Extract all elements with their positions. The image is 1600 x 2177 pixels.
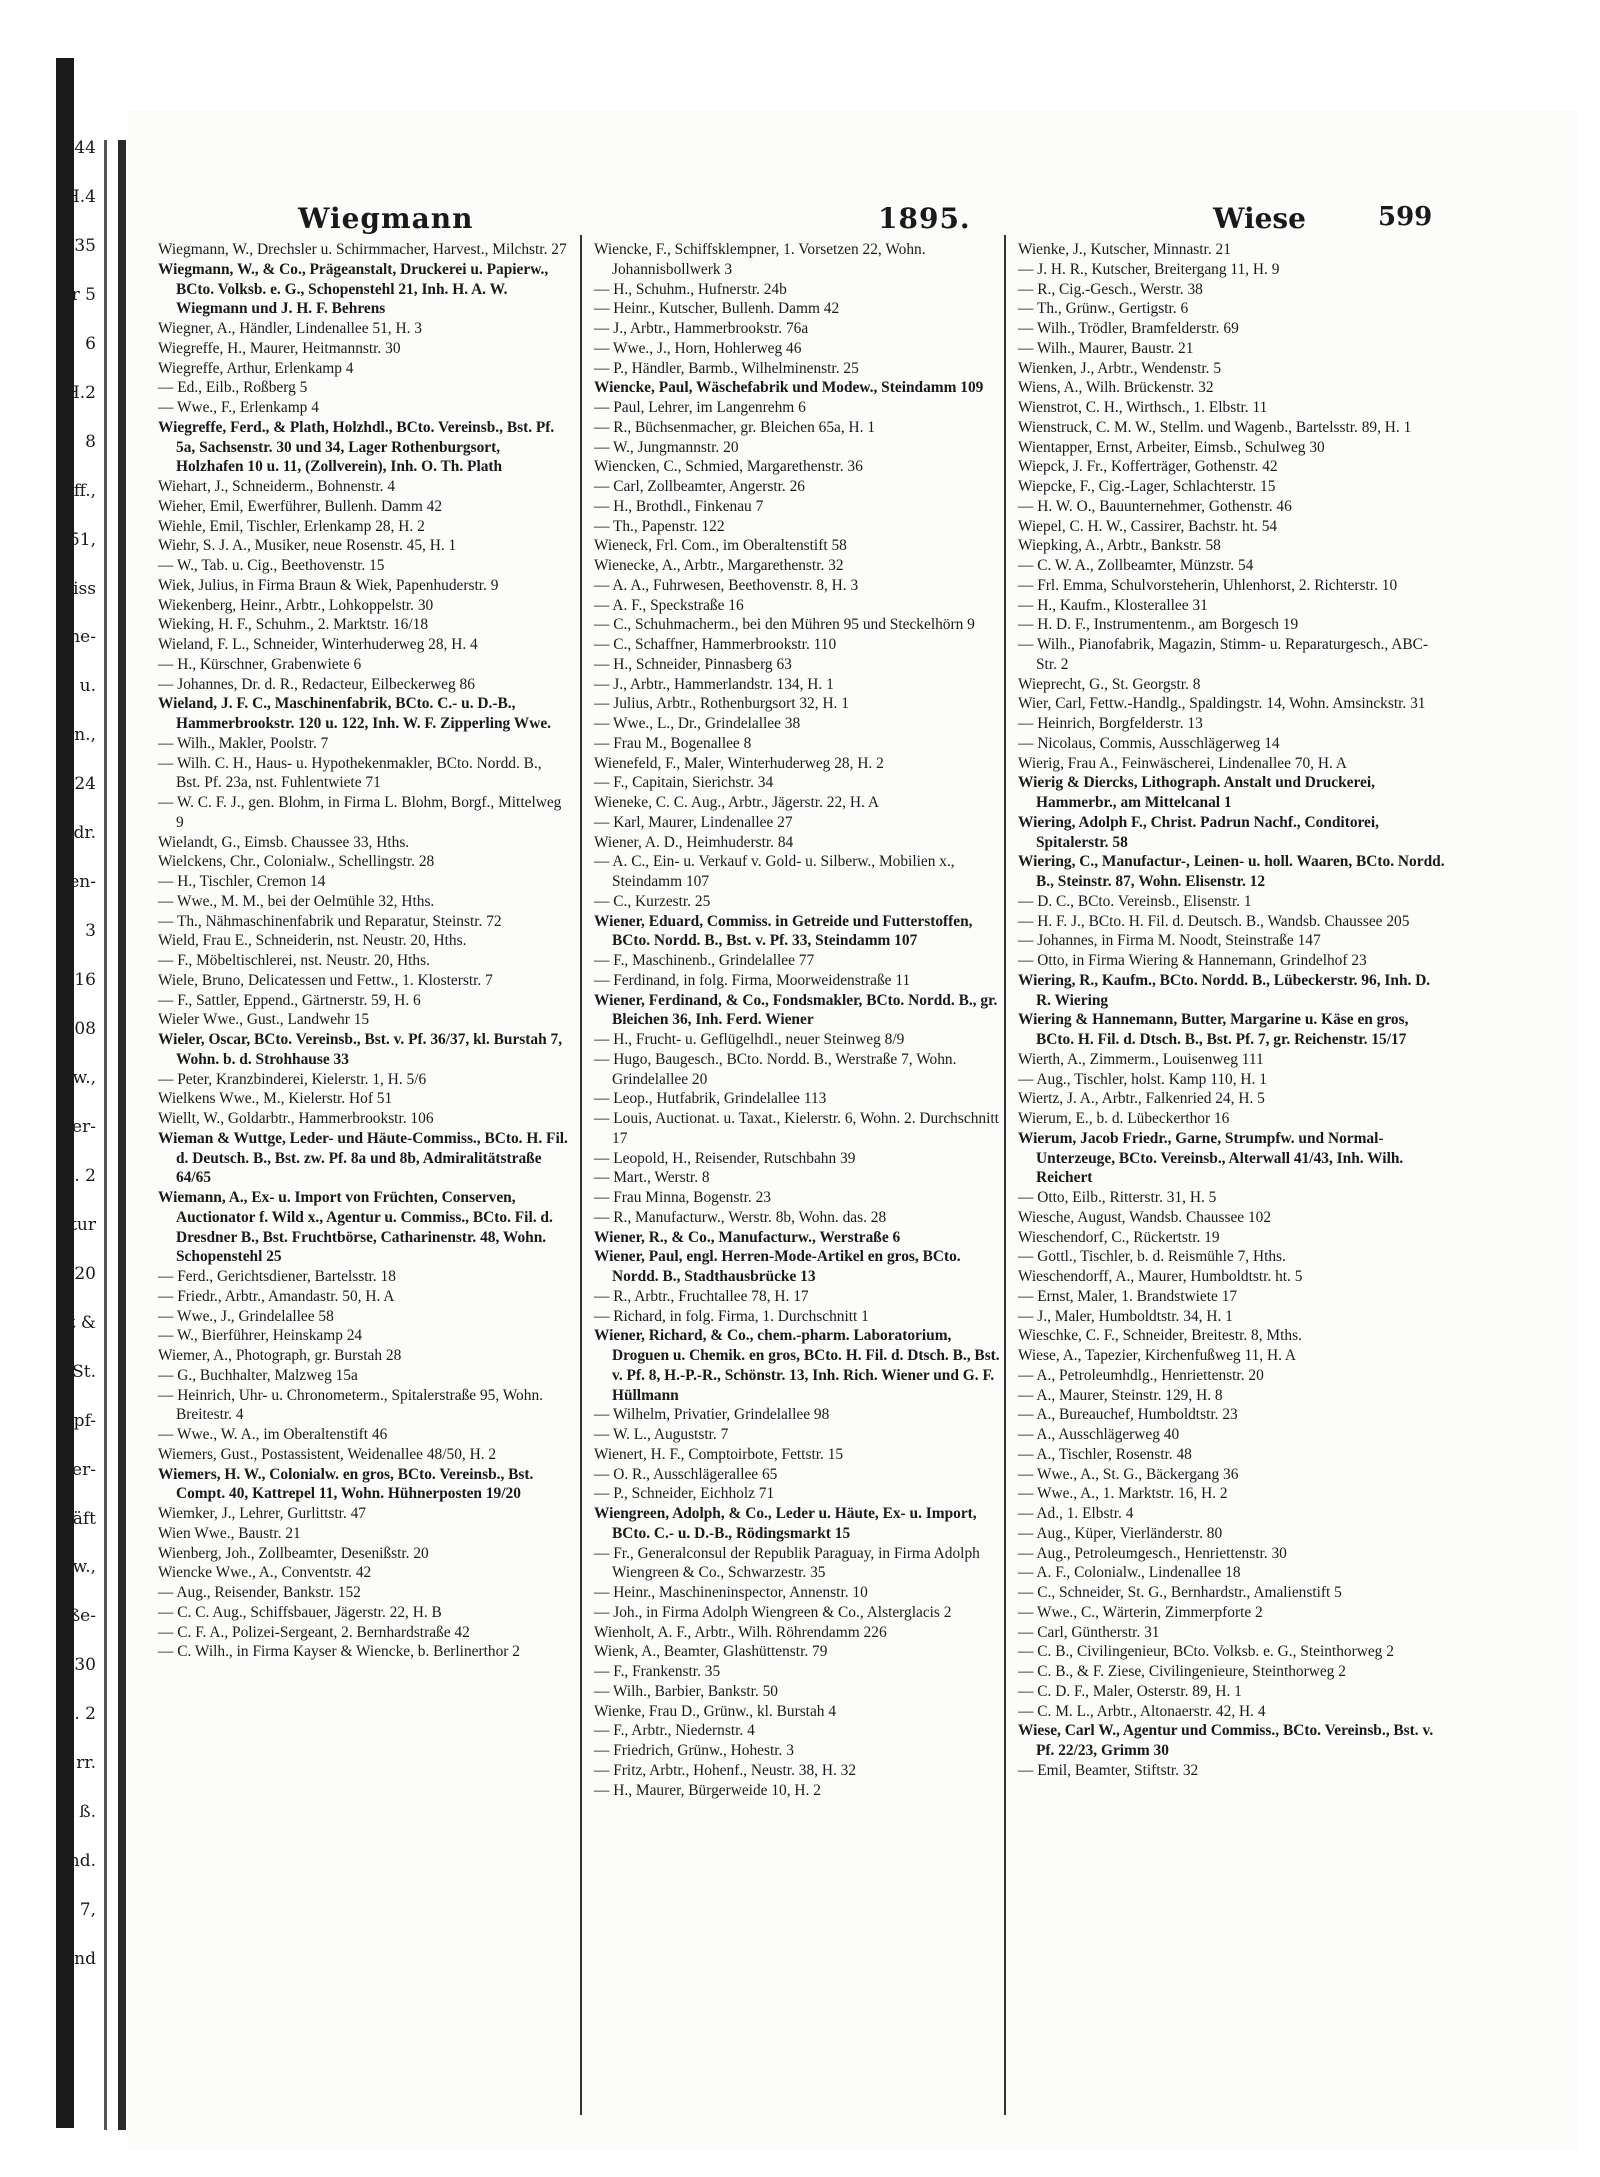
- directory-entry: — F., Capitain, Sierichstr. 34: [594, 774, 774, 792]
- directory-entry: — O. R., Ausschlägerallee 65: [594, 1465, 778, 1483]
- directory-entry: — Frl. Emma, Schulvorsteherin, Uhlenhorst, 2. Richterstr. 10: [1018, 576, 1398, 594]
- previous-page-fragment: ß.: [79, 1802, 96, 1822]
- directory-entry: Wienberg, Joh., Zollbeamter, Desenißstr. 20: [158, 1544, 429, 1562]
- directory-entry: — H., Schneider, Pinnasberg 63: [594, 655, 792, 673]
- directory-entry: Wiehle, Emil, Tischler, Erlenkamp 28, H. 2: [158, 517, 425, 535]
- directory-entry: — Nicolaus, Commis, Ausschlägerweg 14: [1018, 734, 1280, 752]
- directory-entry: Wiener, Eduard, Commiss. in Getreide und Futterstoffen, BCto. Nordd. B., Bst. v. Pf. 33, Steindamm 107: [594, 912, 973, 950]
- directory-entry: Wierig, Frau A., Feinwäscherei, Lindenallee 70, H. A: [1018, 754, 1347, 772]
- previous-page-fragment: 6: [85, 334, 96, 354]
- column-rule: [1004, 235, 1006, 2115]
- previous-page-fragment: tur: [70, 1215, 96, 1235]
- directory-entry: Wiencken, C., Schmied, Margarethenstr. 36: [594, 458, 863, 476]
- directory-entry: — C. W. A., Zollbeamter, Münzstr. 54: [1018, 557, 1254, 574]
- directory-entry: — C. B., & F. Ziese, Civilingenieure, Steinthorweg 2: [1018, 1663, 1346, 1680]
- directory-entry: — H., Maurer, Bürgerweide 10, H. 2: [594, 1781, 821, 1799]
- directory-entry: Wield, Frau E., Schneiderin, nst. Neustr. 20, Hths.: [158, 932, 467, 950]
- directory-entry: — Wilh., Barbier, Bankstr. 50: [594, 1682, 779, 1700]
- previous-page-fragment: iff.,: [68, 481, 96, 501]
- directory-entry: — H. W. O., Bauunternehmer, Gothenstr. 46: [1018, 497, 1292, 515]
- directory-entry: Wienefeld, F., Maler, Winterhuderweg 28, H. 2: [594, 754, 884, 772]
- directory-entry: Wienke, Frau D., Grünw., kl. Burstah 4: [594, 1702, 837, 1720]
- directory-entry: — Mart., Werstr. 8: [594, 1169, 710, 1187]
- previous-page-fragment: H.2: [64, 383, 96, 403]
- directory-entry: Wieschke, C. F., Schneider, Breitestr. 8, Mths.: [1018, 1327, 1302, 1345]
- previous-page-margin: [0, 140, 100, 2040]
- directory-entry: — C. Wilh., in Firma Kayser & Wiencke, b. Berlinerthor 2: [158, 1643, 520, 1661]
- directory-entry: Wiellt, W., Goldarbtr., Hammerbrookstr. 106: [158, 1110, 434, 1127]
- directory-entry: — F., Möbeltischlerei, nst. Neustr. 20, Hths.: [158, 952, 430, 969]
- directory-entry: — D. C., BCto. Vereinsb., Elisenstr. 1: [1018, 892, 1252, 910]
- directory-entry: — J., Arbtr., Hammerbrookstr. 76a: [594, 320, 809, 337]
- directory-entry: Wiele, Bruno, Delicatessen und Fettw., 1. Klosterstr. 7: [158, 971, 493, 989]
- directory-entry: — Wwe., F., Erlenkamp 4: [158, 399, 319, 416]
- directory-entry: — Aug., Petroleumgesch., Henriettenstr. 30: [1018, 1544, 1287, 1562]
- header-left-catchword: Wiegmann: [298, 202, 474, 235]
- previous-page-fragment: w.,: [72, 1557, 96, 1577]
- directory-entry: — Otto, Eilb., Ritterstr. 31, H. 5: [1018, 1189, 1217, 1206]
- previous-page-fragment: 30: [74, 1655, 96, 1675]
- directory-entry: Wienecke, A., Arbtr., Margarethenstr. 32: [594, 557, 844, 574]
- directory-entry: — Paul, Lehrer, im Langenrehm 6: [594, 399, 806, 416]
- previous-page-fragment: ft &: [62, 1313, 96, 1333]
- directory-entry: Wieking, H. F., Schuhm., 2. Marktstr. 16/18: [158, 616, 429, 634]
- column-1: [158, 240, 568, 1662]
- directory-entry: — W., Bierführer, Heinskamp 24: [158, 1327, 363, 1345]
- directory-entry: Wiepck, J. Fr., Kofferträger, Gothenstr. 42: [1018, 458, 1278, 476]
- directory-entry: — Joh., in Firma Adolph Wiengreen & Co., Alsterglacis 2: [594, 1603, 952, 1621]
- directory-entry: — C., Schaffner, Hammerbrookstr. 110: [594, 636, 837, 653]
- directory-entry: Wiering, R., Kaufm., BCto. Nordd. B., Lübeckerstr. 96, Inh. D. R. Wiering: [1018, 971, 1431, 1009]
- directory-entry: — A., Bureauchef, Humboldtstr. 23: [1018, 1406, 1238, 1424]
- directory-entry: — R., Cig.-Gesch., Werstr. 38: [1018, 280, 1203, 298]
- directory-entry: — C. B., Civilingenieur, BCto. Volksb. e. G., Steinthorweg 2: [1018, 1643, 1394, 1661]
- previous-page-fragment: e 16: [58, 970, 96, 990]
- column-3: [1018, 240, 1448, 1781]
- directory-entry: Wienstrot, C. H., Wirthsch., 1. Elbstr. 11: [1018, 399, 1268, 416]
- directory-entry: — W., Jungmannstr. 20: [594, 438, 739, 456]
- directory-entry: Wienke, J., Kutscher, Minnastr. 21: [1018, 241, 1231, 258]
- directory-entry: Wierum, Jacob Friedr., Garne, Strumpfw. und Normal-Unterzeuge, BCto. Vereinsb., Alterwall 41/43, Inh. Wilh. Reichert: [1018, 1129, 1404, 1187]
- directory-entry: — A., Tischler, Rosenstr. 48: [1018, 1445, 1192, 1463]
- directory-entry: — Wwe., A., St. G., Bäckergang 36: [1018, 1465, 1239, 1483]
- previous-page-fragment: w.,: [72, 1068, 96, 1088]
- directory-entry: Wiener, R., & Co., Manufacturw., Werstraße 6: [594, 1228, 901, 1246]
- directory-entry: — H. D. F., Instrumentenm., am Borgesch 19: [1018, 616, 1299, 634]
- directory-entry: — Otto, in Firma Wiering & Hannemann, Grindelhof 23: [1018, 952, 1367, 969]
- directory-entry: — R., Manufacturw., Werstr. 8b, Wohn. das. 28: [594, 1208, 887, 1226]
- directory-entry: — H., Frucht- u. Geflügelhdl., neuer Steinweg 8/9: [594, 1031, 905, 1048]
- directory-entry: Wientapper, Ernst, Arbeiter, Eimsb., Schulweg 30: [1018, 438, 1325, 456]
- directory-entry: Wiegreffe, Ferd., & Plath, Holzhdl., BCto. Vereinsb., Bst. Pf. 5a, Sachsenstr. 30 und 34, Lager Rothenburgsort, Holzhafen 10 u. 11, (Zollverein), Inh. O. Th. Plath: [158, 418, 555, 476]
- directory-entry: — J., Maler, Humboldtstr. 34, H. 1: [1018, 1307, 1233, 1325]
- directory-entry: Wiering & Hannemann, Butter, Margarine u. Käse en gros, BCto. H. Fil. d. Dtsch. B., Bst. Pf. 7, gr. Reichenstr. 15/17: [1018, 1011, 1409, 1048]
- previous-page-fragment: 24: [74, 774, 96, 794]
- directory-entry: — Wilh. C. H., Haus- u. Hypothekenmakler, BCto. Nordd. B., Bst. Pf. 23a, nst. Fuhlentwiete 71: [158, 754, 542, 792]
- directory-entry: — Aug., Reisender, Bankstr. 152: [158, 1584, 361, 1601]
- previous-page-fragment: 7,: [79, 1900, 96, 1920]
- directory-entry: — Carl, Zollbeamter, Angerstr. 26: [594, 478, 805, 495]
- previous-page-fragment: 44: [74, 140, 96, 158]
- directory-entry: — A., Ausschlägerweg 40: [1018, 1426, 1180, 1443]
- directory-entry: — J. H. R., Kutscher, Breitergang 11, H. 9: [1018, 260, 1280, 278]
- directory-entry: — W. L., Auguststr. 7: [594, 1426, 729, 1443]
- previous-page-fragment: 3: [85, 921, 96, 941]
- directory-entry: Wiener, Paul, engl. Herren-Mode-Artikel en gros, BCto. Nordd. B., Stadthausbrücke 13: [594, 1248, 961, 1285]
- directory-entry: Wieschendorf, C., Rückertstr. 19: [1018, 1228, 1220, 1246]
- directory-entry: — R., Büchsenmacher, gr. Bleichen 65a, H. 1: [594, 418, 876, 436]
- directory-entry: Wiemers, H. W., Colonialw. en gros, BCto. Vereinsb., Bst. Compt. 40, Kattrepel 11, Wohn. Hühnerposten 19/20: [158, 1465, 534, 1503]
- previous-page-fragment: hr 5: [60, 285, 96, 305]
- directory-entry: Wiemers, Gust., Postassistent, Weidenallee 48/50, H. 2: [158, 1445, 497, 1463]
- directory-entry: Wielckens, Chr., Colonialw., Schellingstr. 28: [158, 853, 435, 871]
- directory-entry: — A. A., Fuhrwesen, Beethovenstr. 8, H. 3: [594, 576, 859, 594]
- directory-entry: — Hugo, Baugesch., BCto. Nordd. B., Werstraße 7, Wohn. Grindelallee 20: [594, 1050, 957, 1088]
- previous-page-fragment: ße-: [68, 1606, 96, 1626]
- directory-entry: Wieprecht, G., St. Georgstr. 8: [1018, 675, 1201, 693]
- directory-entry: — Wilhelm, Privatier, Grindelallee 98: [594, 1406, 830, 1424]
- directory-entry: Wierum, E., b. d. Lübeckerthor 16: [1018, 1110, 1230, 1127]
- directory-entry: — C. M. L., Arbtr., Altonaerstr. 42, H. 4: [1018, 1702, 1266, 1720]
- directory-entry: Wieneke, C. C. Aug., Arbtr., Jägerstr. 22, H. A: [594, 794, 879, 811]
- directory-entry: Wiemker, J., Lehrer, Gurlittstr. 47: [158, 1505, 367, 1522]
- directory-entry: — Heinrich, Borgfelderstr. 13: [1018, 715, 1203, 732]
- previous-page-fragment: adr.: [63, 823, 96, 843]
- directory-entry: — Friedr., Arbtr., Amandastr. 50, H. A: [158, 1287, 395, 1305]
- directory-entry: — Wwe., A., 1. Marktstr. 16, H. 2: [1018, 1485, 1228, 1503]
- directory-entry: — R., Arbtr., Fruchtallee 78, H. 17: [594, 1287, 809, 1305]
- directory-entry: — Johannes, in Firma M. Noodt, Steinstraße 147: [1018, 932, 1321, 950]
- directory-entry: — P., Händler, Barmb., Wilhelminenstr. 25: [594, 359, 859, 377]
- directory-entry: — Th., Papenstr. 122: [594, 517, 725, 535]
- directory-entry: Wieler Wwe., Gust., Landwehr 15: [158, 1011, 370, 1029]
- directory-entry: Wiehr, S. J. A., Musiker, neue Rosenstr. 45, H. 1: [158, 537, 457, 555]
- directory-entry: — Ed., Eilb., Roßberg 5: [158, 379, 308, 397]
- directory-entry: Wiens, A., Wilh. Brückenstr. 32: [1018, 379, 1214, 397]
- directory-entry: — Th., Grünw., Gertigstr. 6: [1018, 300, 1189, 318]
- previous-page-fragment: 8: [85, 432, 96, 452]
- directory-entry: — Ernst, Maler, 1. Brandstwiete 17: [1018, 1287, 1238, 1305]
- directory-entry: — Fritz, Arbtr., Hohenf., Neustr. 38, H. 32: [594, 1761, 857, 1779]
- directory-entry: — F., Frankenstr. 35: [594, 1663, 721, 1680]
- directory-entry: Wieher, Emil, Ewerführer, Bullenh. Damm 42: [158, 497, 443, 515]
- previous-page-fragment: 108: [63, 1019, 96, 1039]
- directory-entry: Wiemer, A., Photograph, gr. Burstah 28: [158, 1347, 402, 1364]
- directory-entry: — Carl, Güntherstr. 31: [1018, 1623, 1160, 1641]
- directory-entry: — Richard, in folg. Firma, 1. Durchschnitt 1: [594, 1307, 869, 1325]
- gutter-shadow: [104, 140, 107, 2130]
- directory-entry: Wiekenberg, Heinr., Arbtr., Lohkoppelstr. 30: [158, 596, 434, 614]
- directory-entry: — C. D. F., Maler, Osterstr. 89, H. 1: [1018, 1682, 1242, 1700]
- directory-entry: — Friedrich, Grünw., Hohestr. 3: [594, 1742, 794, 1759]
- previous-page-fragment: mer-: [55, 1117, 96, 1137]
- directory-entry: — Ferdinand, in folg. Firma, Moorweidenstraße 11: [594, 971, 911, 989]
- directory-entry: Wienken, J., Arbtr., Wendenstr. 5: [1018, 359, 1222, 377]
- directory-entry: — Frau M., Bogenallee 8: [594, 734, 752, 752]
- directory-entry: — Wwe., L., Dr., Grindelallee 38: [594, 715, 801, 732]
- directory-entry: — Ad., 1. Elbstr. 4: [1018, 1505, 1134, 1522]
- directory-entry: — Aug., Küper, Vierländerstr. 80: [1018, 1524, 1223, 1542]
- column-2: [594, 240, 1004, 1800]
- directory-entry: — C. C. Aug., Schiffsbauer, Jägerstr. 22, H. B: [158, 1603, 442, 1621]
- directory-entry: Wiek, Julius, in Firma Braun & Wiek, Papenhuderstr. 9: [158, 576, 499, 594]
- previous-page-fragment: he-: [69, 627, 96, 647]
- directory-entry: Wieler, Oscar, BCto. Vereinsb., Bst. v. Pf. 36/37, kl. Burstah 7, Wohn. b. d. Strohhause 33: [158, 1031, 563, 1068]
- directory-entry: Wiepking, A., Arbtr., Bankstr. 58: [1018, 537, 1221, 555]
- directory-entry: Wiehart, J., Schneiderm., Bohnenstr. 4: [158, 478, 396, 495]
- previous-page-fragment: Ber-: [59, 1460, 96, 1480]
- previous-page-fragment: ß. u.: [57, 676, 96, 696]
- directory-entry: Wiese, Carl W., Agentur und Commiss., BCto. Vereinsb., Bst. v. Pf. 22/23, Grimm 30: [1018, 1722, 1434, 1759]
- directory-entry: — Wwe., J., Grindelallee 58: [158, 1307, 334, 1325]
- previous-page-fragment: äft: [72, 1509, 96, 1529]
- directory-entry: Wiegmann, W., Drechsler u. Schirmmacher, Harvest., Milchstr. 27: [158, 241, 567, 258]
- previous-page-fragment: 35: [74, 236, 96, 256]
- directory-entry: Wiencke Wwe., A., Conventstr. 42: [158, 1564, 372, 1582]
- directory-entry: — Wilh., Makler, Poolstr. 7: [158, 734, 329, 752]
- directory-entry: — Frau Minna, Bogenstr. 23: [594, 1189, 771, 1206]
- directory-entry: Wiencke, Paul, Wäschefabrik und Modew., Steindamm 109: [594, 379, 984, 397]
- directory-entry: Wienk, A., Beamter, Glashüttenstr. 79: [594, 1643, 828, 1661]
- directory-entry: — W., Tab. u. Cig., Beethovenstr. 15: [158, 557, 385, 574]
- directory-entry: — C., Kurzestr. 25: [594, 892, 711, 910]
- directory-entry: — Johannes, Dr. d. R., Redacteur, Eilbeckerweg 86: [158, 675, 475, 693]
- directory-entry: Wiegreffe, H., Maurer, Heitmannstr. 30: [158, 339, 401, 357]
- directory-entry: Wiegner, A., Händler, Lindenallee 51, H. 3: [158, 320, 422, 337]
- previous-page-fragment: 51,: [68, 530, 96, 550]
- directory-entry: Wienstruck, C. M. W., Stellm. und Wagenb., Bartelsstr. 89, H. 1: [1018, 418, 1412, 436]
- previous-page-fragment: rr.: [76, 1753, 96, 1773]
- directory-entry: — Wwe., M. M., bei der Oelmühle 32, Hths.: [158, 892, 435, 910]
- directory-entry: Wieland, J. F. C., Maschinenfabrik, BCto. C.- u. D.-B., Hammerbrookstr. 120 u. 122, Inh. W. F. Zipperling Wwe.: [158, 695, 551, 732]
- directory-entry: Wiener, A. D., Heimhuderstr. 84: [594, 833, 794, 851]
- directory-entry: — J., Arbtr., Hammerlandstr. 134, H. 1: [594, 675, 834, 693]
- directory-entry: — Leop., Hutfabrik, Grindelallee 113: [594, 1090, 827, 1108]
- directory-entry: — Wilh., Trödler, Bramfelderstr. 69: [1018, 320, 1239, 337]
- directory-entry: — G., Buchhalter, Malzweg 15a: [158, 1366, 358, 1384]
- directory-entry: Wier, Carl, Fettw.-Handlg., Spaldingstr. 14, Wohn. Amsinckstr. 31: [1018, 695, 1426, 713]
- directory-entry: Wiertz, J. A., Arbtr., Falkenried 24, H. 5: [1018, 1090, 1265, 1108]
- directory-entry: Wiegmann, W., & Co., Prägeanstalt, Druckerei u. Papierw., BCto. Volksb. e. G., Schopenstehl 21, Inh. H. A. W. Wiegmann und J. H. F. Behrens: [158, 260, 549, 318]
- directory-entry: — Wwe., J., Horn, Hohlerweg 46: [594, 339, 802, 357]
- directory-entry: Wiering, C., Manufactur-, Leinen- u. holl. Waaren, BCto. Nordd. B., Steinstr. 87, Wohn. Elisenstr. 12: [1018, 853, 1445, 890]
- directory-entry: Wielkens Wwe., M., Kielerstr. Hof 51: [158, 1090, 393, 1108]
- directory-entry: — A. F., Colonialw., Lindenallee 18: [1018, 1564, 1241, 1582]
- page-number: 599: [1378, 202, 1433, 232]
- previous-page-fragment: hd.: [68, 1851, 96, 1871]
- directory-entry: Wiegreffe, Arthur, Erlenkamp 4: [158, 359, 354, 377]
- previous-page-fragment: H.4: [64, 187, 96, 207]
- directory-entry: Wiesche, August, Wandsb. Chaussee 102: [1018, 1208, 1272, 1226]
- directory-entry: Wieneck, Frl. Com., im Oberaltenstift 58: [594, 537, 847, 555]
- previous-page-fragment: St.: [72, 1362, 96, 1382]
- directory-entry: — P., Schneider, Eichholz 71: [594, 1485, 775, 1503]
- directory-entry: — A., Petroleumhdlg., Henriettenstr. 20: [1018, 1366, 1264, 1384]
- directory-entry: — Peter, Kranzbinderei, Kielerstr. 1, H. 5/6: [158, 1070, 427, 1088]
- directory-entry: — Fr., Generalconsul der Republik Paraguay, in Firma Adolph Wiengreen & Co., Schwarzestr. 35: [594, 1544, 980, 1582]
- directory-entry: — Ferd., Gerichtsdiener, Bartelsstr. 18: [158, 1268, 396, 1285]
- column-rule: [580, 235, 582, 2115]
- directory-entry: — Th., Nähmaschinenfabrik und Reparatur, Steinstr. 72: [158, 912, 502, 930]
- directory-entry: — A. C., Ein- u. Verkauf v. Gold- u. Silberw., Mobilien x., Steindamm 107: [594, 853, 955, 890]
- previous-page-fragment: e 20: [58, 1264, 96, 1284]
- directory-entry: — Gottl., Tischler, b. d. Reismühle 7, Hths.: [1018, 1248, 1286, 1266]
- directory-entry: Wiener, Richard, & Co., chem.-pharm. Laboratorium, Droguen u. Chemik. en gros, BCto. H. Fil. d. Dtsch. B., Bst. v. Pf. 8, H.-P.-R., Schönstr. 13, Inh. Rich. Wiener und G. F. Hüllmann: [594, 1327, 1000, 1404]
- directory-entry: — Louis, Auctionat. u. Taxat., Kielerstr. 6, Wohn. 2. Durchschnitt 17: [594, 1110, 999, 1147]
- directory-entry: — F., Sattler, Eppend., Gärtnerstr. 59, H. 6: [158, 991, 421, 1009]
- previous-page-fragment: . 2: [74, 1704, 96, 1724]
- directory-entry: — A. F., Speckstraße 16: [594, 596, 744, 614]
- directory-entry: — F., Maschinenb., Grindelallee 77: [594, 952, 815, 969]
- directory-entry: Wierth, A., Zimmerm., Louisenweg 111: [1018, 1050, 1264, 1068]
- directory-entry: — Heinr., Kutscher, Bullenh. Damm 42: [594, 300, 840, 318]
- previous-page-fragment: ken-: [58, 872, 96, 892]
- directory-entry: Wiencke, F., Schiffsklempner, 1. Vorsetzen 22, Wohn. Johannisbollwerk 3: [594, 241, 926, 278]
- directory-entry: — H., Schuhm., Hufnerstr. 24b: [594, 280, 787, 298]
- directory-entry: — Aug., Tischler, holst. Kamp 110, H. 1: [1018, 1070, 1267, 1088]
- directory-entry: — Wilh., Maurer, Baustr. 21: [1018, 339, 1194, 357]
- directory-entry: Wiepel, C. H. W., Cassirer, Bachstr. ht. 54: [1018, 517, 1278, 535]
- directory-entry: Wieland, F. L., Schneider, Winterhuderweg 28, H. 4: [158, 636, 478, 653]
- directory-entry: — Heinr., Maschineninspector, Annenstr. 10: [594, 1584, 868, 1601]
- directory-entry: — Wilh., Pianofabrik, Magazin, Stimm- u. Reparaturgesch., ABC-Str. 2: [1018, 636, 1429, 673]
- previous-page-fragment: n.,: [74, 725, 96, 745]
- directory-entry: Wierig & Diercks, Lithograph. Anstalt und Druckerei, Hammerbr., am Mittelcanal 1: [1018, 774, 1375, 811]
- previous-page-fragment: mpf-: [57, 1411, 96, 1431]
- previous-page-fragment: H. 2: [59, 1166, 96, 1186]
- directory-entry: — C., Schuhmacherm., bei den Mühren 95 und Steckelhörn 9: [594, 616, 975, 634]
- directory-entry: — H., Kürschner, Grabenwiete 6: [158, 655, 362, 673]
- previous-page-fragment: und: [63, 1949, 96, 1969]
- directory-entry: Wieschendorff, A., Maurer, Humboldtstr. ht. 5: [1018, 1268, 1303, 1285]
- directory-entry: — Julius, Arbtr., Rothenburgsort 32, H. 1: [594, 695, 849, 713]
- directory-entry: Wienholt, A. F., Arbtr., Wilh. Röhrendamm 226: [594, 1623, 887, 1641]
- directory-entry: — Wwe., C., Wärterin, Zimmerpforte 2: [1018, 1603, 1263, 1621]
- gutter-line: [118, 140, 126, 2130]
- directory-entry: Wiemann, A., Ex- u. Import von Früchten, Conserven, Auctionator f. Wild x., Agentur u. Commiss., BCto. Fil. d. Dresdner B., Bst. Fruchtbörse, Catharinenstr. 48, Wohn. Schopenstehl 25: [158, 1189, 553, 1266]
- directory-entry: — Karl, Maurer, Lindenallee 27: [594, 813, 793, 831]
- directory-entry: — Emil, Beamter, Stiftstr. 32: [1018, 1761, 1199, 1779]
- directory-entry: — H., Brothdl., Finkenau 7: [594, 497, 764, 515]
- directory-entry: — Wwe., W. A., im Oberaltenstift 46: [158, 1426, 388, 1443]
- header-right-catchword: Wiese: [1213, 202, 1306, 235]
- directory-entry: Wiengreen, Adolph, & Co., Leder u. Häute, Ex- u. Import, BCto. C.- u. D.-B., Rödingsmarkt 15: [594, 1505, 977, 1542]
- page-header: [158, 202, 1548, 242]
- directory-entry: — C., Schneider, St. G., Bernhardstr., Amalienstift 5: [1018, 1584, 1342, 1601]
- directory-entry: Wiener, Ferdinand, & Co., Fondsmakler, BCto. Nordd. B., gr. Bleichen 36, Inh. Ferd. Wiener: [594, 991, 998, 1029]
- directory-entry: Wiepcke, F., Cig.-Lager, Schlachterstr. 15: [1018, 478, 1276, 495]
- directory-entry: — H., Tischler, Cremon 14: [158, 873, 326, 890]
- directory-entry: Wiering, Adolph F., Christ. Padrun Nachf., Conditorei, Spitalerstr. 58: [1018, 813, 1380, 851]
- previous-page-fragment: iss: [73, 579, 96, 599]
- directory-entry: — C. F. A., Polizei-Sergeant, 2. Bernhardstraße 42: [158, 1623, 470, 1641]
- directory-entry: Wieman & Wuttge, Leder- und Häute-Commiss., BCto. H. Fil. d. Deutsch. B., Bst. zw. Pf. 8a und 8b, Admiralitätstraße 64/65: [158, 1129, 568, 1187]
- directory-entry: Wiese, A., Tapezier, Kirchenfußweg 11, H. A: [1018, 1347, 1297, 1364]
- directory-entry: — Leopold, H., Reisender, Rutschbahn 39: [594, 1149, 856, 1167]
- directory-entry: — Heinrich, Uhr- u. Chronometerm., Spitalerstraße 95, Wohn. Breitestr. 4: [158, 1386, 543, 1424]
- directory-entry: — W. C. F. J., gen. Blohm, in Firma L. Blohm, Borgf., Mittelweg 9: [158, 794, 562, 831]
- directory-entry: — H. F. J., BCto. H. Fil. d. Deutsch. B., Wandsb. Chaussee 205: [1018, 912, 1410, 930]
- directory-entry: — A., Maurer, Steinstr. 129, H. 8: [1018, 1386, 1223, 1404]
- directory-entry: — F., Arbtr., Niedernstr. 4: [594, 1722, 755, 1740]
- directory-entry: Wien Wwe., Baustr. 21: [158, 1524, 301, 1542]
- header-year: 1895.: [878, 202, 971, 235]
- directory-entry: Wielandt, G., Eimsb. Chaussee 33, Hths.: [158, 833, 410, 851]
- directory-entry: — H., Kaufm., Klosterallee 31: [1018, 596, 1208, 614]
- directory-page: [128, 110, 1578, 2150]
- directory-entry: Wienert, H. F., Comptoirbote, Fettstr. 15: [594, 1445, 844, 1463]
